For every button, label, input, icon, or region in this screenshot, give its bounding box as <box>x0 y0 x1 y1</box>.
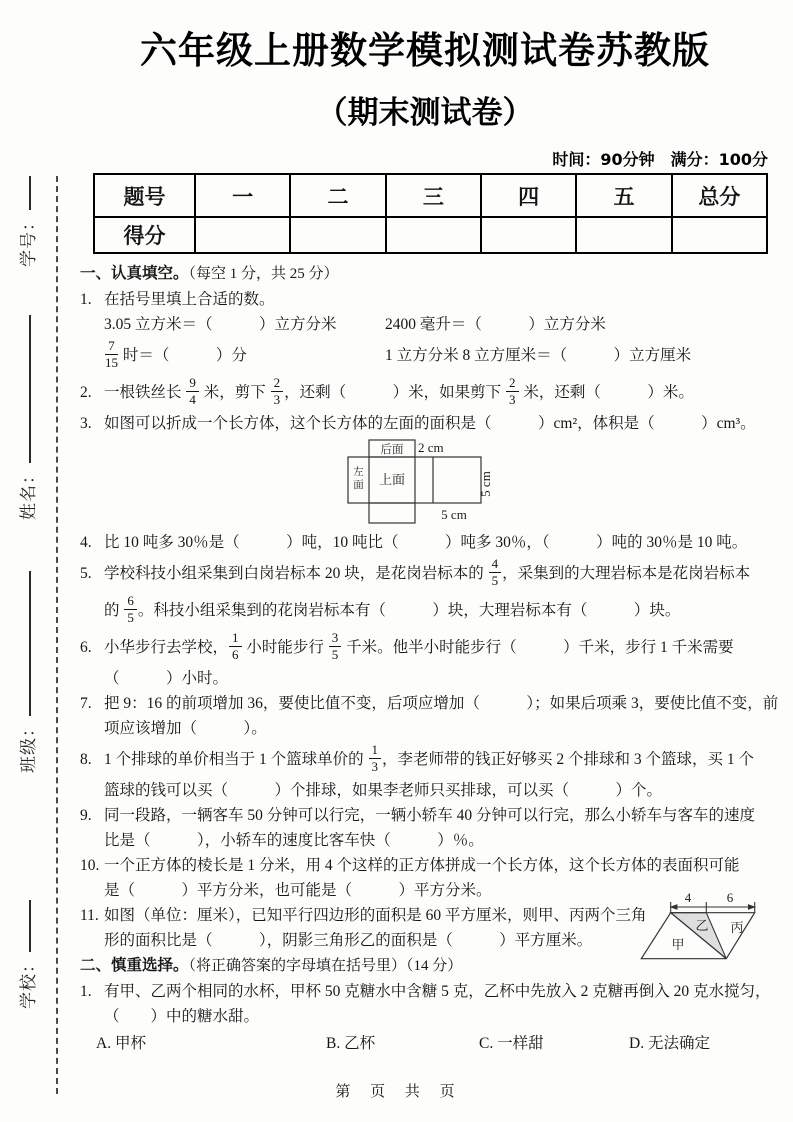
question <box>80 803 770 853</box>
question-text: （ ）小时。 <box>104 670 229 687</box>
fraction <box>506 376 519 406</box>
score-table-cell-empty <box>481 217 576 253</box>
question-text: 学校科技小组采集到白岗岩标本 20 块，是花岗岩标本的 $\frac{4}{5}$ ，采集到的大理岩标本是花岗岩标本 <box>104 556 751 588</box>
fraction-denominator: 5 <box>127 609 134 625</box>
margin-label-school <box>14 900 39 1009</box>
fraction <box>489 557 502 587</box>
question <box>80 411 770 436</box>
net-dim-5cm-right: 5 cm <box>478 471 493 497</box>
question-line <box>80 629 770 666</box>
fraction <box>229 631 242 661</box>
question-text: 有甲、乙两个相同的水杯，甲杯 50 克糖水中含糖 5 克，乙杯中先放入 2 克糖再倒入 20 克水搅匀， <box>104 983 771 1000</box>
margin-label-class <box>14 571 39 773</box>
question-number: 3. <box>80 415 92 432</box>
question-text: 比是（ ），小轿车的速度比客车快（ ）％。 <box>104 832 484 849</box>
question-line <box>80 778 770 803</box>
question-line <box>80 716 770 741</box>
fraction-denominator: 5 <box>491 572 499 588</box>
question-text: 如图可以折成一个长方体，这个长方体的左面的面积是（ ）cm²，体积是（ ）cm³。 <box>104 415 756 432</box>
question-text: 同一段路，一辆客车 50 分钟可以行完，一辆小轿车 40 分钟可以行完，那么小轿车与客车的速度 <box>104 807 756 824</box>
score-table-cell-empty <box>195 217 290 253</box>
net-dim-2cm: 2 cm <box>418 440 444 455</box>
question-number: 9. <box>80 807 92 824</box>
fraction-numerator: 6 <box>124 594 137 610</box>
fraction-denominator: 3 <box>509 391 516 407</box>
score-table-cell-empty <box>576 217 671 253</box>
fraction <box>105 339 118 369</box>
question-text: 1 个排球的单价相当于 1 个篮球单价的 $\frac{1}{3}$ ，李老师带的钱正好够买 2 个排球和 3 个篮球，买 1 个 <box>104 742 755 774</box>
section-title: 一、认真填空。 <box>80 265 189 282</box>
fill-line <box>25 315 31 463</box>
page-subtitle: （期末测试卷） <box>316 95 534 131</box>
question <box>80 741 770 803</box>
question-line <box>80 530 770 555</box>
fraction-numerator: 9 <box>186 376 199 392</box>
score-table-cell-empty <box>672 217 767 253</box>
question-text: 如图（单位：厘米），已知平行四边形的面积是 60 平方厘米，则甲、丙两个三角 <box>104 907 647 924</box>
question-line <box>80 803 770 828</box>
section-note: （每空 1 分，共 25 分） <box>188 266 339 282</box>
score-table-cell-empty <box>290 217 385 253</box>
question-line <box>80 741 770 778</box>
fraction-numerator: 2 <box>271 376 284 392</box>
question-line <box>80 312 770 337</box>
question-text: 项应该增加（ ）。 <box>104 720 267 737</box>
option: A. 甲杯 <box>96 1035 146 1052</box>
score-table <box>93 173 768 254</box>
question-line <box>80 337 770 374</box>
net-left-label-bottom: 面 <box>353 480 364 491</box>
margin-label-text: 学号： <box>19 213 38 267</box>
fraction-numerator: 3 <box>329 631 342 647</box>
question-number: 2. <box>80 384 92 401</box>
margin-label-text: 学校： <box>19 955 38 1009</box>
score-table-score-row <box>94 217 767 253</box>
score-table-header-row <box>94 174 767 217</box>
question <box>80 555 770 629</box>
question-line <box>80 853 770 878</box>
question-text: 一个正方体的棱长是 1 分米，用 4 个这样的正方体拼成一个长方体，这个长方体的表面积可能 <box>104 857 740 874</box>
fraction-numerator: 1 <box>229 631 242 647</box>
question-number: 8. <box>80 751 92 768</box>
score-table-column: 四 <box>481 174 576 217</box>
question-text: 一根铁丝长 $\frac{9}{4}$ 米，剪下 $\frac{2}{3}$ ，还剩（ ）米，如果剪下 $\frac{2}{3}$ 米，还剩（ ）米。 <box>104 375 694 407</box>
net-left-label-top: 左 <box>353 467 364 478</box>
question-line <box>80 374 770 411</box>
options-row <box>80 1031 770 1057</box>
fraction <box>271 376 284 406</box>
question <box>80 691 779 741</box>
question-text: 2400 毫升＝（ ）立方分米 <box>385 316 606 333</box>
fraction-denominator: 3 <box>371 758 379 774</box>
fraction <box>369 743 382 773</box>
question <box>80 629 770 691</box>
para-label-bing: 丙 <box>730 920 744 935</box>
fill-line <box>25 176 31 210</box>
page-title: 六年级上册数学模拟测试卷苏教版 <box>140 29 710 72</box>
score-table-column: 二 <box>290 174 385 217</box>
question <box>80 979 770 1057</box>
questions-area <box>80 261 779 1057</box>
question-line <box>80 928 770 953</box>
section-note: （将正确答案的字母填在括号里）（14 分） <box>188 958 463 974</box>
fraction-numerator: 4 <box>489 557 502 573</box>
net-back-label: 后面 <box>380 444 404 456</box>
question-number: 5. <box>80 565 92 582</box>
question-line <box>80 903 770 928</box>
option: C. 一样甜 <box>479 1035 544 1052</box>
option: D. 无法确定 <box>629 1035 710 1052</box>
score-table-cell-empty <box>386 217 481 253</box>
question-line <box>80 979 770 1004</box>
page-footer: 第 页 共 页 <box>335 1084 458 1100</box>
question-text: 把 9：16 的前项增加 36，要使比值不变，后项应增加（ ）；如果后项乘 3，要使比值不变，前 <box>104 695 779 712</box>
para-dim-6: 6 <box>726 890 734 905</box>
margin-dashed-line <box>56 176 58 1094</box>
question-text: 在括号里填上合适的数。 <box>104 291 275 308</box>
fraction-numerator: 2 <box>506 376 519 392</box>
page-content <box>80 16 779 1057</box>
score-table-column: 总分 <box>672 174 767 217</box>
question-text: （ ）中的糖水甜。 <box>104 1008 260 1025</box>
fraction-numerator: 1 <box>369 743 382 759</box>
margin-label-text: 姓名： <box>19 466 38 520</box>
question-line <box>80 411 770 436</box>
net-top-label: 上面 <box>378 472 406 487</box>
score-table-label: 得分 <box>94 217 195 253</box>
margin-label-text: 班级： <box>19 719 38 773</box>
fill-line <box>25 900 31 952</box>
question-line <box>80 1004 770 1029</box>
question-number: 6. <box>80 639 92 656</box>
net-dim-5cm-bottom: 5 cm <box>441 507 467 522</box>
fraction-denominator: 5 <box>331 646 339 662</box>
section-heading <box>80 261 770 287</box>
question-text: 篮球的钱可以买（ ）个排球，如果李老师只买排球，可以买（ ）个。 <box>104 782 663 799</box>
question-line <box>80 592 770 629</box>
question <box>80 287 770 374</box>
question-line <box>80 828 770 853</box>
para-dim-4: 4 <box>684 890 692 905</box>
option: B. 乙杯 <box>326 1035 376 1052</box>
score-table-column: 三 <box>386 174 481 217</box>
question <box>80 374 770 411</box>
fill-line <box>25 571 31 716</box>
question-text: 小华步行去学校， $\frac{1}{6}$ 小时能步行 $\frac{3}{5}$ 千米。他半小时能步行（ ）千米，步行 1 千米需要 <box>104 630 734 662</box>
fraction-denominator: 4 <box>189 391 196 407</box>
question <box>80 530 770 555</box>
score-table-column: 五 <box>576 174 671 217</box>
fraction <box>124 594 137 624</box>
question-number: 1. <box>80 983 92 1000</box>
question-line <box>80 287 770 312</box>
score-table-column: 一 <box>195 174 290 217</box>
question-line <box>80 666 770 691</box>
question-number: 7. <box>80 695 92 712</box>
question-text: 形的面积比是（ ），阴影三角形乙的面积是（ ）平方厘米。 <box>104 932 593 949</box>
question-text: 是（ ）平方分米，也可能是（ ）平方分米。 <box>104 882 492 899</box>
question-text: 比 10 吨多 30％是（ ）吨，10 吨比（ ）吨多 30％，（ ）吨的 30％是 10 吨。 <box>104 534 748 551</box>
fraction-numerator: 7 <box>105 339 118 355</box>
question-number: 11. <box>80 907 99 924</box>
question-text: $\frac{7}{15}$ 时＝（ ）分 <box>105 338 247 370</box>
question-number: 10. <box>80 857 100 874</box>
question-number: 4. <box>80 534 92 551</box>
cuboid-net-figure <box>330 438 500 526</box>
question-text: 的 $\frac{6}{5}$ 。科技小组采集到的花岗岩标本有（ ）块，大理岩标本有（ ）块。 <box>104 593 681 625</box>
margin-label-name <box>14 315 39 520</box>
para-label-yi: 乙 <box>695 918 709 933</box>
question-text: 3.05 立方米＝（ ）立方分米 <box>104 316 337 333</box>
fraction <box>329 631 342 661</box>
para-label-jia: 甲 <box>671 937 685 952</box>
margin-label-student-id <box>14 176 39 267</box>
section-title: 二、慎重选择。 <box>80 957 189 974</box>
score-table-label: 题号 <box>94 174 195 217</box>
fraction-denominator: 6 <box>232 646 239 662</box>
question-number: 1. <box>80 291 92 308</box>
question-text: 1 立方分米 8 立方厘米＝（ ）立方厘米 <box>385 347 692 364</box>
time-score-info: 时间：90分钟 满分：100分 <box>552 150 768 169</box>
question-line <box>80 691 779 716</box>
fraction-denominator: 3 <box>273 391 281 407</box>
fraction <box>186 376 199 406</box>
fraction-denominator: 15 <box>105 354 118 370</box>
question-line <box>80 555 770 592</box>
